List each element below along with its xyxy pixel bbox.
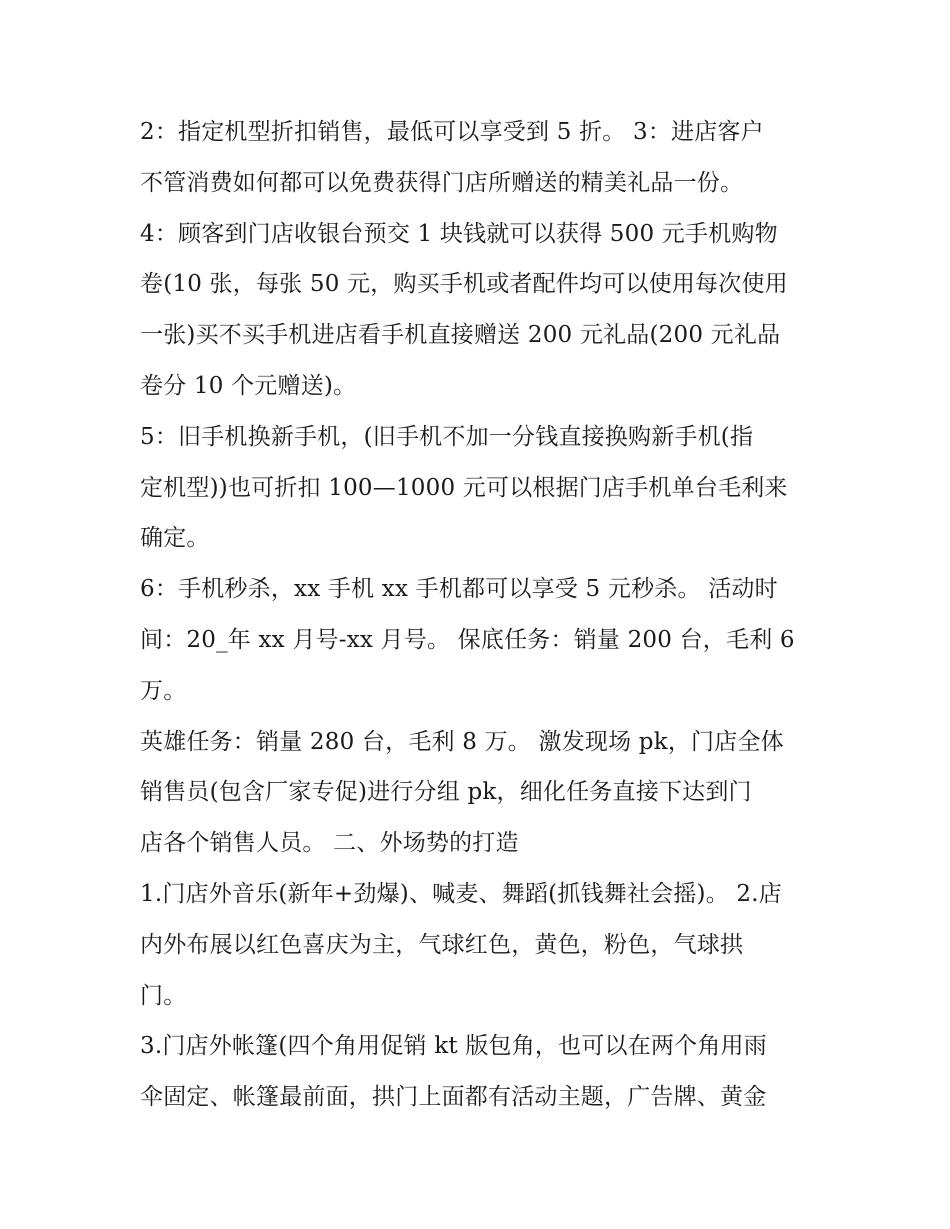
text-line: 定机型))也可折扣 100—1000 元可以根据门店手机单台毛利来: [140, 474, 788, 501]
text-line: 一张)买不买手机进店看手机直接赠送 200 元礼品(200 元礼品: [140, 322, 781, 349]
text-line: 间：20_年 xx 月号-xx 月号。 保底任务：销量 200 台，毛利 6: [140, 626, 795, 653]
text-line: 店各个销售人员。 二、外场势的打造: [140, 830, 519, 857]
text-line: 万。: [140, 677, 187, 704]
text-line: 不管消费如何都可以免费获得门店所赠送的精美礼品一份。: [140, 169, 744, 196]
text-line: 门。: [140, 982, 187, 1009]
text-line: 6：手机秒杀，xx 手机 xx 手机都可以享受 5 元秒杀。 活动时: [140, 576, 778, 603]
document-body: [140, 107, 820, 1123]
text-line: 英雄任务：销量 280 台，毛利 8 万。 激发现场 pk，门店全体: [140, 728, 784, 755]
text-line: 确定。: [140, 525, 210, 552]
text-line: 销售员(包含厂家专促)进行分组 pk，细化任务直接下达到门: [140, 779, 752, 806]
text-line: 5：旧手机换新手机，(旧手机不加一分钱直接换购新手机(指: [140, 423, 754, 450]
text-line: 卷分 10 个元赠送)。: [140, 372, 357, 399]
text-line: 1.门店外音乐(新年+劲爆)、喊麦、舞蹈(抓钱舞社会摇)。 2.店: [140, 880, 782, 907]
text-line: 3.门店外帐篷(四个角用促销 kt 版包角，也可以在两个角用雨: [140, 1033, 767, 1060]
text-line: 4：顾客到门店收银台预交 1 块钱就可以获得 500 元手机购物: [140, 220, 778, 247]
text-line: 内外布展以红色喜庆为主，气球红色，黄色，粉色，气球拱: [140, 931, 744, 958]
text-line: 2：指定机型折扣销售，最低可以享受到 5 折。 3：进店客户: [140, 119, 764, 145]
text-line: 卷(10 张，每张 50 元，购买手机或者配件均可以使用每次使用: [140, 271, 788, 298]
text-line: 伞固定、帐篷最前面，拱门上面都有活动主题，广告牌、黄金: [140, 1084, 767, 1111]
